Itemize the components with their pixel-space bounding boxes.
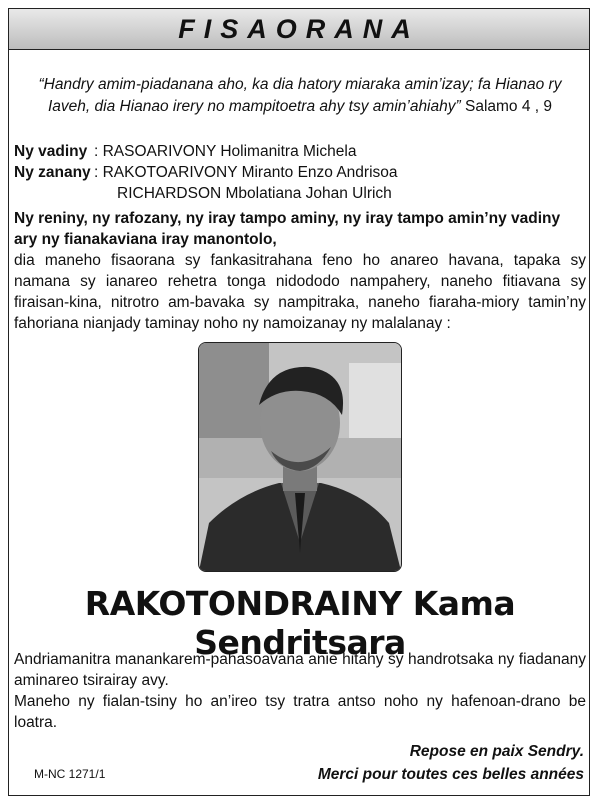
wife-row bbox=[14, 141, 584, 162]
prayer-block bbox=[14, 649, 586, 733]
child-name-1: : RAKOTOARIVONY Miranto Enzo Andrisoa bbox=[94, 164, 398, 181]
wife-label: Ny vadiny bbox=[14, 143, 88, 160]
quote-reference: Salamo 4 , 9 bbox=[464, 98, 553, 115]
prayer-line-2: Maneho ny fialan-tsiny ho an’ireo tsy tratra antso noho ny hafenoan-drano be loatra. bbox=[14, 693, 586, 731]
scripture-quote bbox=[20, 74, 580, 118]
child-name-2: RICHARDSON Mbolatiana Johan Ulrich bbox=[117, 185, 392, 202]
children-row bbox=[14, 162, 584, 183]
notice-header bbox=[8, 8, 590, 50]
closing-line-2: Merci pour toutes ces belles années bbox=[317, 766, 584, 783]
notice-title: FISAORANA bbox=[178, 13, 420, 44]
deceased-photo bbox=[198, 342, 402, 572]
quote-text: “Handry amim-piadanana aho, ka dia hatory miaraka amin’izay; fa Hianao ry Iaveh, dia Hianao irery no mampitoetra ahy tsy amin’ahiahy” bbox=[38, 76, 562, 115]
reference-code: M-NC 1271/1 bbox=[34, 767, 106, 781]
wife-name: : RASOARIVONY Holimanitra Michela bbox=[94, 143, 357, 160]
prayer-line-1: Andriamanitra manankarem-pahasoavana anie hitahy sy handrotsaka ny fiadanany aminareo tsirairay avy. bbox=[14, 651, 586, 689]
family-list bbox=[14, 141, 584, 204]
children-label: Ny zanany bbox=[14, 164, 91, 181]
announcement-text: dia maneho fisaorana sy fankasitrahana feno ho anareo havana, tapaka sy namana sy ianareo rehetra tonga nidododo nampahery, naneho fitiavana sy firaisan-kina, nitrotro am-bavaka sy nampitraka, naneho fiaraha-miory tamin’ny fahoriana nianjady taminay noho ny namoizanay ny malalanay : bbox=[14, 252, 586, 332]
relatives-text: Ny reniny, ny rafozany, ny iray tampo aminy, ny iray tampo amin’ny vadiny ary ny fianakaviana iray manontolo, bbox=[14, 210, 561, 248]
deceased-name: RAKOTONDRAINY Kama Sendritsara bbox=[84, 584, 516, 662]
closing-block bbox=[318, 740, 584, 786]
closing-line-1: Repose en paix Sendry. bbox=[409, 743, 584, 760]
portrait-illustration bbox=[199, 343, 401, 571]
